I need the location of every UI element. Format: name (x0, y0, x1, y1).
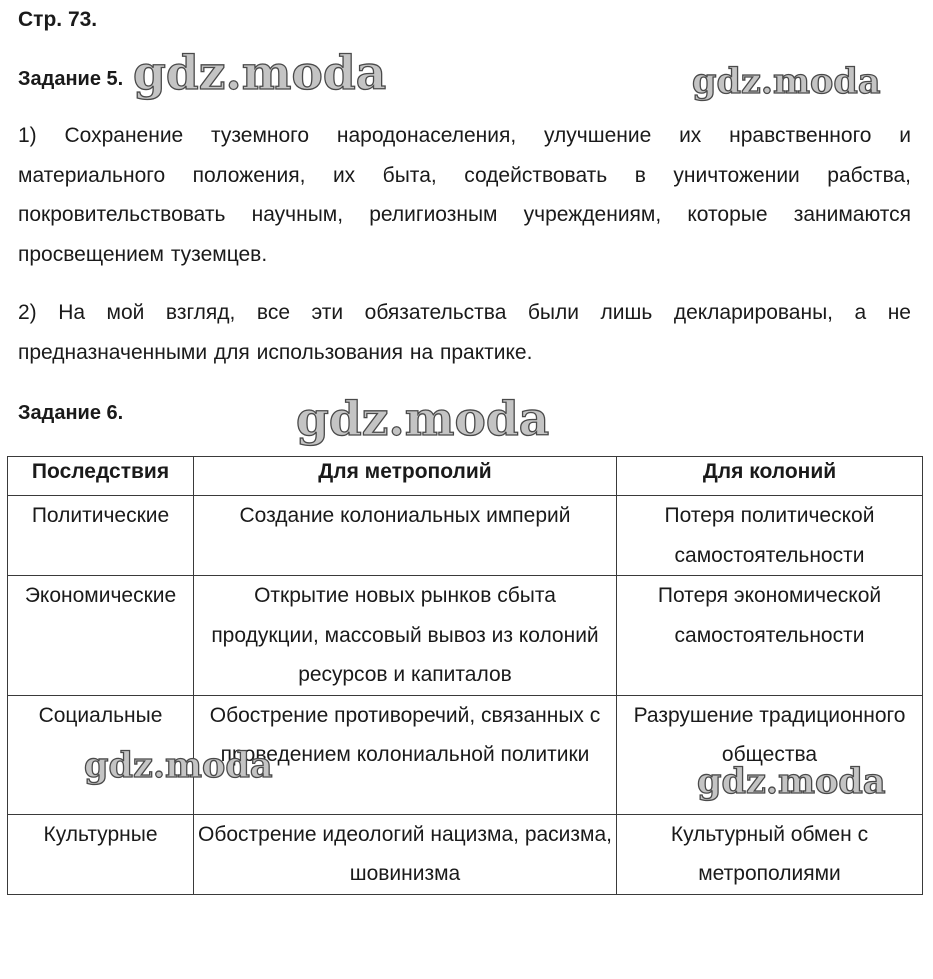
table-header-row (8, 457, 923, 496)
task-5-answer-1: 1) Сохранение туземного народонаселения, улучшение их нравственного и материального положения, их быта, содействовать в уничтожении рабства, покровительствовать научным, религиозным учреждениям, которые занимаются просвещением туземцев. (18, 124, 911, 266)
task-5-title: Задание 5. (18, 68, 124, 90)
watermark-logo: gdz.moda (697, 761, 886, 802)
column-header-metropolis: Для метрополий (194, 457, 617, 496)
cell-metropolis: Обострение идеологий нацизма, расизма, шовинизма (194, 814, 617, 894)
cell-metropolis: Обострение противоречий, связанных с проведением колониальной политики (194, 695, 617, 814)
cell-consequence-type: Экономические (8, 576, 194, 696)
watermark-logo: gdz.moda (692, 61, 881, 102)
cell-colonies: Потеря экономической самостоятельности (617, 576, 923, 696)
cell-colonies: Культурный обмен с метрополиями (617, 814, 923, 894)
watermark-logo: gdz.moda (84, 745, 273, 786)
column-header-colonies: Для колоний (617, 457, 923, 496)
table-row (8, 496, 923, 576)
table-row (8, 576, 923, 696)
column-header-consequences: Последствия (8, 457, 194, 496)
cell-colonies: Разрушение традиционного общества (617, 695, 923, 814)
watermark-logo: gdz.moda (296, 392, 550, 447)
cell-metropolis: Открытие новых рынков сбыта продукции, массовый вывоз из колоний ресурсов и капиталов (194, 576, 617, 696)
consequences-table (7, 456, 923, 895)
table-row (8, 814, 923, 894)
watermark-logo: gdz.moda (133, 46, 387, 101)
cell-consequence-type: Социальные (8, 695, 194, 814)
page-number: Стр. 73. (18, 8, 98, 31)
cell-consequence-type: Культурные (8, 814, 194, 894)
cell-consequence-type: Политические (8, 496, 194, 576)
cell-metropolis: Создание колониальных империй (194, 496, 617, 576)
task-6-title: Задание 6. (18, 402, 124, 424)
task-5-answer-2: 2) На мой взгляд, все эти обязательства были лишь декларированы, а не предназначенными для использования на практике. (18, 301, 911, 364)
cell-colonies: Потеря политической самостоятельности (617, 496, 923, 576)
